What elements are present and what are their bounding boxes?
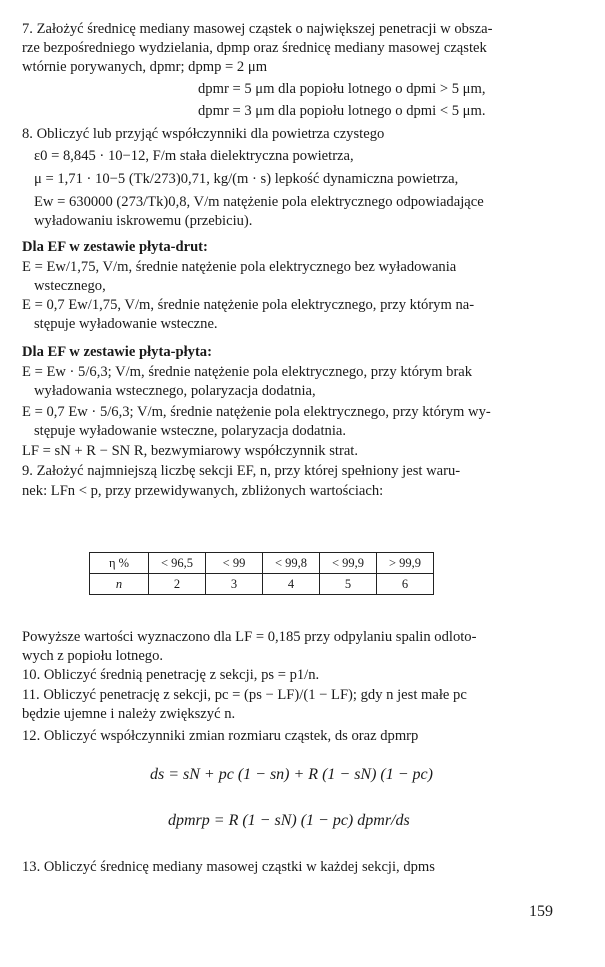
table-cell: < 99,8 — [263, 553, 320, 574]
pp-e1-line-2: wyładowania wstecznego, polaryzacja dodatnia, — [34, 383, 316, 399]
table-cell: < 99,9 — [320, 553, 377, 574]
note-line-2: wych z popiołu lotnego. — [22, 648, 164, 664]
table-cell: < 99 — [206, 553, 263, 574]
item-7-case-2: dpmr = 3 μm dla popiołu lotnego o dpmi < 5 μm. — [198, 103, 486, 119]
item-8-heading: 8. Obliczyć lub przyjąć współczynniki dla powietrza czystego — [22, 126, 385, 142]
table-cell: η % — [90, 553, 149, 574]
table-cell: 2 — [149, 574, 206, 595]
table-cell: 3 — [206, 574, 263, 595]
ds-equation: ds = sN + pc (1 − sn) + R (1 − sN) (1 − pc) — [150, 766, 433, 783]
pw-e1-line-1: E = Ew/1,75, V/m, średnie natężenie pola elektrycznego bez wyładowania — [22, 259, 457, 275]
item-7-line-2: rze bezpośredniego wydzielania, dpmp oraz średnicę mediany masowej cząstek — [22, 40, 487, 56]
section-plate-wire-heading: Dla EF w zestawie płyta-drut: — [22, 239, 208, 255]
pw-e2-line-2: stępuje wyładowanie wsteczne. — [34, 316, 218, 332]
table-cell: n — [90, 574, 149, 595]
table-cell: < 96,5 — [149, 553, 206, 574]
pw-e1-line-2: wstecznego, — [34, 278, 106, 294]
table-row — [90, 574, 434, 595]
page-number: 159 — [529, 903, 553, 920]
table-cell: > 99,9 — [377, 553, 434, 574]
item-11-line-2: będzie ujemne i należy zwiększyć n. — [22, 706, 236, 722]
table-cell: 5 — [320, 574, 377, 595]
item-10-line: 10. Obliczyć średnią penetrację z sekcji, ps = p1/n. — [22, 667, 320, 683]
note-line-1: Powyższe wartości wyznaczono dla LF = 0,185 przy odpylaniu spalin odloto- — [22, 629, 477, 645]
item-7-line-3: wtórnie porywanych, dpmr; dpmp = 2 μm — [22, 59, 268, 75]
table-cell: 6 — [377, 574, 434, 595]
pp-e2-line-2: stępuje wyładowanie wsteczne, polaryzacja dodatnia. — [34, 423, 347, 439]
pp-e1-line-1: E = Ew · 5/6,3; V/m, średnie natężenie pola elektrycznego, przy którym brak — [22, 364, 473, 380]
pp-e2-line-1: E = 0,7 Ew · 5/6,3; V/m, średnie natężenie pola elektrycznego, przy którym wy- — [22, 404, 491, 420]
section-plate-plate-heading: Dla EF w zestawie płyta-płyta: — [22, 344, 212, 360]
epsilon-line: ε0 = 8,845 · 10−12, F/m stała dielektryczna powietrza, — [34, 148, 354, 164]
dpmrp-equation: dpmrp = R (1 − sN) (1 − pc) dpmr/ds — [168, 812, 410, 829]
ew-line-2: wyładowaniu iskrowemu (przebiciu). — [34, 213, 253, 229]
pw-e2-line-1: E = 0,7 Ew/1,75, V/m, średnie natężenie pola elektrycznego, przy którym na- — [22, 297, 475, 313]
item-7-case-1: dpmr = 5 μm dla popiołu lotnego o dpmi > 5 μm, — [198, 81, 486, 97]
ew-line-1: Ew = 630000 (273/Tk)0,8, V/m natężenie pola elektrycznego odpowiadające — [34, 194, 484, 210]
lf-line: LF = sN + R − SN R, bezwymiarowy współczynnik strat. — [22, 443, 358, 459]
item-13-line: 13. Obliczyć średnicę mediany masowej cząstki w każdej sekcji, dpms — [22, 859, 435, 875]
item-11-line-1: 11. Obliczyć penetrację z sekcji, pc = (ps − LF)/(1 − LF); gdy n jest małe pc — [22, 687, 467, 703]
item-9-line-2: nek: LFn < p, przy przewidywanych, zbliżonych wartościach: — [22, 483, 384, 499]
item-7-line-1: 7. Założyć średnicę mediany masowej cząstek o największej penetracji w obsza- — [22, 21, 493, 37]
table-header-row — [90, 553, 434, 574]
item-9-line-1: 9. Założyć najmniejszą liczbę sekcji EF, n, przy której spełniony jest waru- — [22, 463, 461, 479]
item-12-line: 12. Obliczyć współczynniki zmian rozmiaru cząstek, ds oraz dpmrp — [22, 728, 419, 744]
penetration-table — [89, 552, 434, 595]
mu-line: μ = 1,71 · 10−5 (Tk/273)0,71, kg/(m · s) lepkość dynamiczna powietrza, — [34, 171, 459, 187]
table-cell: 4 — [263, 574, 320, 595]
